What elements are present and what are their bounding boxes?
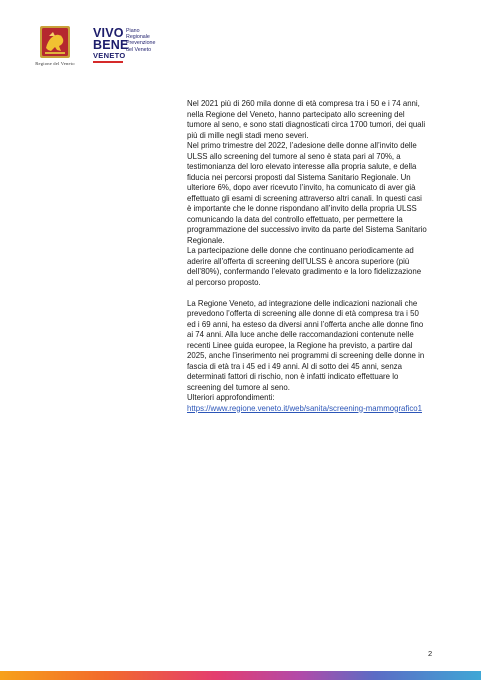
paragraph: Ulteriori approfondimenti: — [187, 393, 275, 402]
paragraph: Nel 2021 più di 260 mila donne di età compresa tra i 50 e i 74 anni, nella Regione del Veneto, hanno partecipato allo screening del tumore al seno, e sono stati diagnosticati circa 1700 tumori, dei quali più di mille negli stadi meno severi. — [187, 99, 426, 140]
logo-plan-line: Prevenzione — [126, 40, 156, 47]
regione-veneto-logo — [30, 26, 80, 70]
document-body — [187, 99, 427, 414]
paragraph: Nel primo trimestre del 2022, l’adesione delle donne all’invito delle ULSS allo screening del tumore al seno è stata pari al 70%, a testimonianza del loro elevato interesse alla propria salute, e della fiducia nei percorsi proposti dal Sistema Sanitario Regionale. Un ulteriore 6%, dopo aver ricevuto l’invito, ha comunicato di aver già effettuato gli esami di screening attraverso altri canali. In questi casi è importante che le donne rispondano all’invito della propria ULSS comunicando la data del controllo effettuato, per permettere la programmazione del successivo invito da parte del Sistema Sanitario Regionale. — [187, 141, 427, 245]
logo-plan-line: Regionale — [126, 34, 150, 41]
logo-vivo-text: VIVO — [93, 26, 124, 40]
lion-of-saint-mark-emblem — [40, 26, 70, 58]
paragraph: La Regione Veneto, ad integrazione delle indicazioni nazionali che prevedono l’offerta di screening alle donne di età compresa tra i 50 ed i 69 anni, ha esteso da diversi anni l’offerta anche alle donne fino ai 74 anni. Alla luce anche delle raccomandazioni contenute nelle recenti Linee guida europee, la Regione ha previsto, a partire dal 2025, anche l’inserimento nei programmi di screening delle donne in fascia di età tra i 45 ed i 49 anni. Al di sotto dei 45 anni, senza determinati fattori di rischio, non è infatti indicato effettuare lo screening del tumore al seno. — [187, 298, 425, 392]
logo-plan-line: Piano — [126, 28, 140, 34]
paragraph: La partecipazione delle donne che continuano periodicamente ad aderire all’offerta di screening dell’ULSS è ancora superiore (più dell’80%), confermando l’elevato gradimento e la loro fidelizzazione al percorso proposto. — [187, 246, 422, 287]
region-name: Regione del Veneto — [35, 61, 75, 66]
page-header — [0, 0, 481, 80]
logo-veneto-text: VENETO — [93, 51, 126, 60]
vivo-bene-veneto-logo — [93, 27, 183, 71]
footer-gradient-bar — [0, 671, 481, 680]
logo-bene-text: BENE — [93, 38, 129, 52]
page-number: 2 — [428, 649, 433, 658]
screening-info-link[interactable]: https://www.regione.veneto.it/web/sanita/screening-mammografico1 — [187, 403, 422, 413]
logo-plan-line: del Veneto — [126, 46, 152, 53]
paragraph-spacer — [187, 288, 427, 299]
logo-accent-bar — [93, 61, 123, 63]
logo-plan-text — [126, 28, 155, 53]
